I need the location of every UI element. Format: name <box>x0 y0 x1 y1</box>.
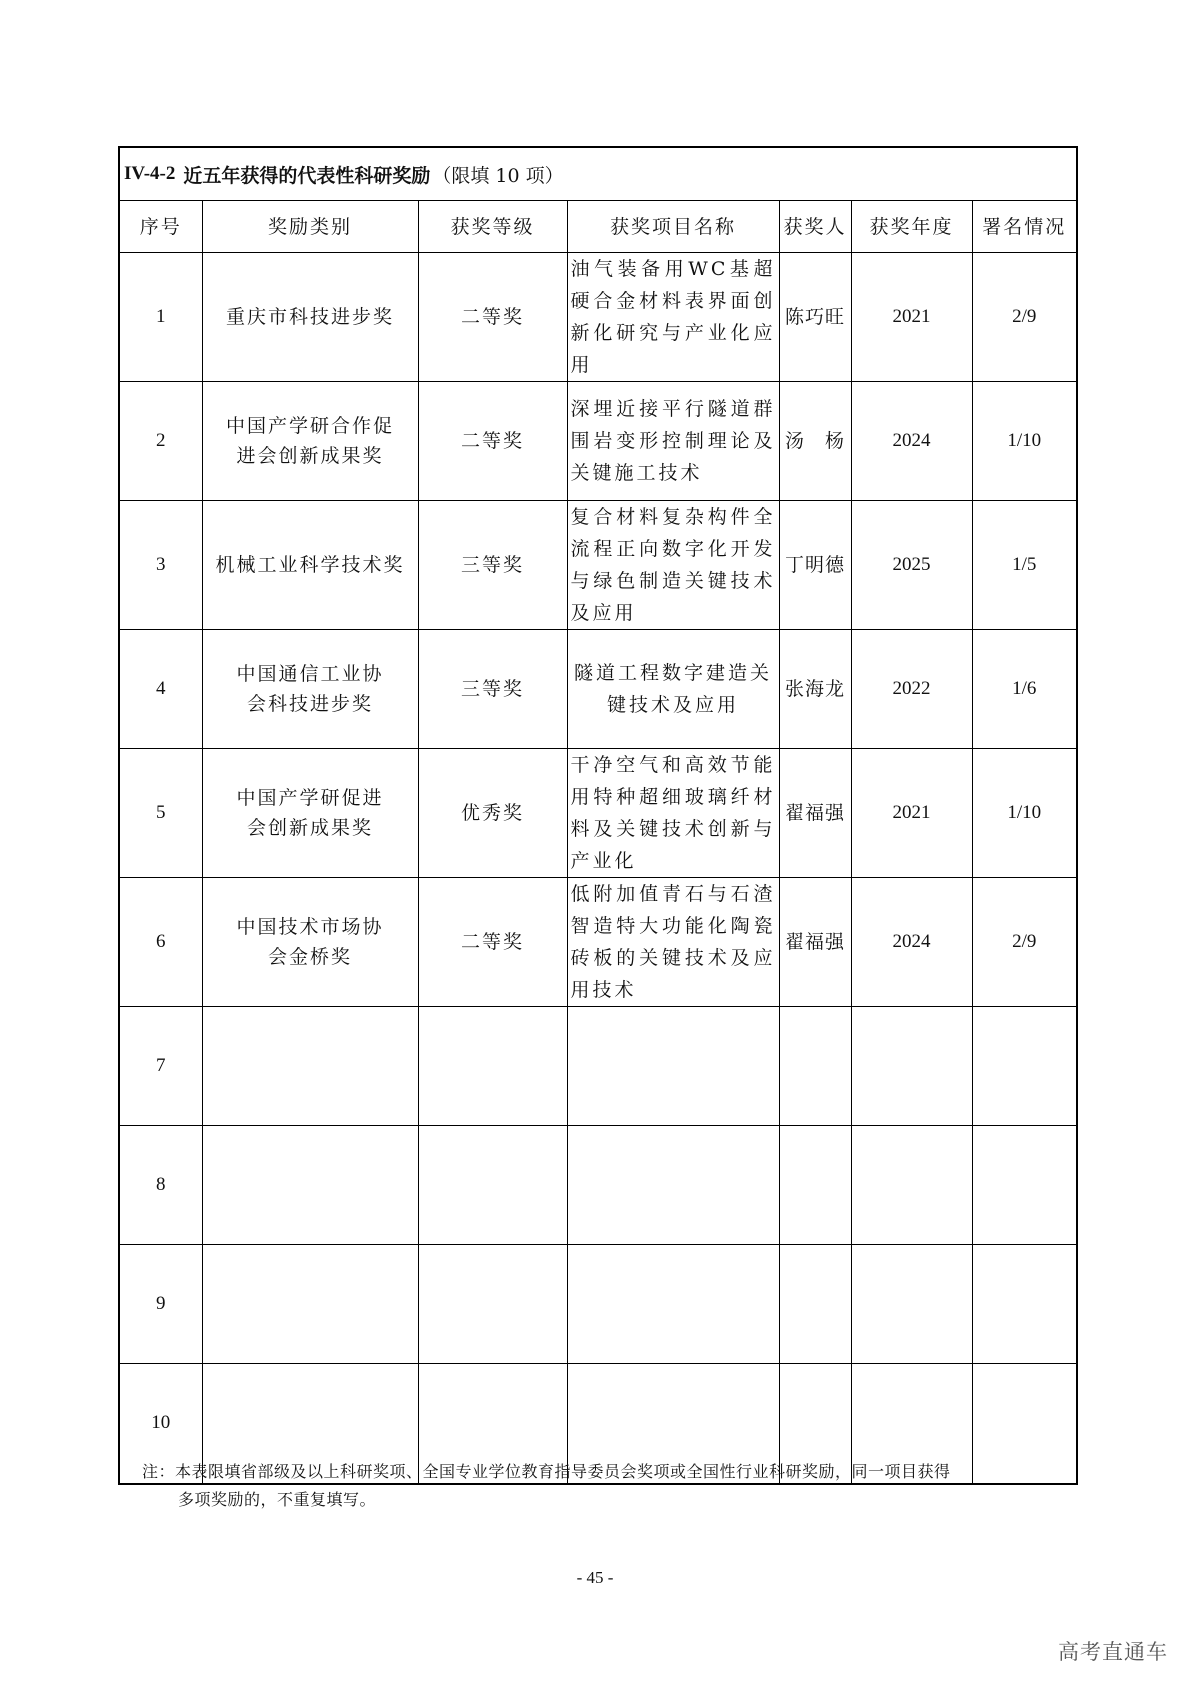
table-row <box>120 1245 1076 1364</box>
cell-rank: 1/6 <box>972 630 1076 749</box>
cell-project <box>567 1245 779 1364</box>
cell-project: 油气装备用WC基超硬合金材料表界面创新化研究与产业化应用 <box>567 253 779 382</box>
cell-year: 2024 <box>851 382 972 501</box>
cell-year: 2022 <box>851 630 972 749</box>
awards-form <box>118 146 1078 1485</box>
cell-winner <box>779 1007 851 1126</box>
cell-no: 6 <box>120 878 202 1007</box>
cell-level: 三等奖 <box>418 501 567 630</box>
cell-no: 9 <box>120 1245 202 1364</box>
table-row <box>120 501 1076 630</box>
cell-rank: 2/9 <box>972 878 1076 1007</box>
table-row <box>120 878 1076 1007</box>
cell-year <box>851 1007 972 1126</box>
cell-category: 中国产学研促进会创新成果奖 <box>202 749 418 878</box>
table-header-row <box>120 201 1076 253</box>
cell-level <box>418 1245 567 1364</box>
section-number: IV-4-2 <box>124 163 176 184</box>
cell-level <box>418 1126 567 1245</box>
cell-level: 二等奖 <box>418 253 567 382</box>
cell-no: 2 <box>120 382 202 501</box>
watermark-text: 高考直通车 <box>1058 1640 1168 1664</box>
cell-category <box>202 1007 418 1126</box>
cell-winner: 翟福强 <box>779 878 851 1007</box>
cell-level: 三等奖 <box>418 630 567 749</box>
cell-category: 中国通信工业协会科技进步奖 <box>202 630 418 749</box>
cell-category: 重庆市科技进步奖 <box>202 253 418 382</box>
cell-year: 2025 <box>851 501 972 630</box>
table-row <box>120 382 1076 501</box>
cell-year: 2021 <box>851 749 972 878</box>
table-row <box>120 1007 1076 1126</box>
cell-category: 中国产学研合作促进会创新成果奖 <box>202 382 418 501</box>
table-row <box>120 630 1076 749</box>
cell-category <box>202 1245 418 1364</box>
cell-winner: 张海龙 <box>779 630 851 749</box>
cell-year: 2024 <box>851 878 972 1007</box>
table-row <box>120 253 1076 382</box>
cell-category: 机械工业科学技术奖 <box>202 501 418 630</box>
col-header-level: 获奖等级 <box>418 201 567 253</box>
cell-year <box>851 1245 972 1364</box>
cell-no: 7 <box>120 1007 202 1126</box>
table-row <box>120 1126 1076 1245</box>
cell-rank <box>972 1245 1076 1364</box>
cell-winner: 翟福强 <box>779 749 851 878</box>
table-row <box>120 749 1076 878</box>
section-note: （限填 10 项） <box>432 164 564 187</box>
footnote-line-1: 注：本表限填省部级及以上科研奖项、全国专业学位教育指导委员会奖项或全国性行业科研奖励，同一项目获得 <box>142 1462 951 1481</box>
awards-table <box>120 201 1076 1483</box>
footnote-line-2: 多项奖励的，不重复填写。 <box>178 1490 377 1509</box>
cell-winner: 陈巧旺 <box>779 253 851 382</box>
cell-winner <box>779 1126 851 1245</box>
page-number: - 45 - <box>576 1568 614 1587</box>
cell-level: 二等奖 <box>418 382 567 501</box>
cell-rank: 1/5 <box>972 501 1076 630</box>
cell-level <box>418 1007 567 1126</box>
cell-no: 5 <box>120 749 202 878</box>
cell-year: 2021 <box>851 253 972 382</box>
section-title: 近五年获得的代表性科研奖励 <box>183 164 431 187</box>
cell-rank: 1/10 <box>972 382 1076 501</box>
cell-project <box>567 1126 779 1245</box>
cell-no: 3 <box>120 501 202 630</box>
cell-no: 1 <box>120 253 202 382</box>
cell-project <box>567 1007 779 1126</box>
cell-rank <box>972 1007 1076 1126</box>
cell-rank <box>972 1126 1076 1245</box>
col-header-rank: 署名情况 <box>972 201 1076 253</box>
cell-project: 深埋近接平行隧道群围岩变形控制理论及关键施工技术 <box>567 382 779 501</box>
cell-rank: 2/9 <box>972 253 1076 382</box>
cell-level: 优秀奖 <box>418 749 567 878</box>
cell-no: 4 <box>120 630 202 749</box>
col-header-project: 获奖项目名称 <box>567 201 779 253</box>
cell-project: 复合材料复杂构件全流程正向数字化开发与绿色制造关键技术及应用 <box>567 501 779 630</box>
cell-winner <box>779 1245 851 1364</box>
col-header-category: 奖励类别 <box>202 201 418 253</box>
cell-year <box>851 1126 972 1245</box>
col-header-year: 获奖年度 <box>851 201 972 253</box>
cell-level: 二等奖 <box>418 878 567 1007</box>
section-header <box>120 148 1076 201</box>
col-header-no: 序号 <box>120 201 202 253</box>
cell-category <box>202 1126 418 1245</box>
col-header-winner: 获奖人 <box>779 201 851 253</box>
cell-project: 低附加值青石与石渣智造特大功能化陶瓷砖板的关键技术及应用技术 <box>567 878 779 1007</box>
cell-winner: 汤 杨 <box>779 382 851 501</box>
cell-project: 隧道工程数字建造关键技术及应用 <box>567 630 779 749</box>
cell-no: 8 <box>120 1126 202 1245</box>
cell-no: 10 <box>120 1364 202 1483</box>
cell-category: 中国技术市场协会金桥奖 <box>202 878 418 1007</box>
table-footnote <box>142 1458 1042 1514</box>
cell-rank: 1/10 <box>972 749 1076 878</box>
cell-project: 干净空气和高效节能用特种超细玻璃纤材料及关键技术创新与产业化 <box>567 749 779 878</box>
cell-winner: 丁明德 <box>779 501 851 630</box>
